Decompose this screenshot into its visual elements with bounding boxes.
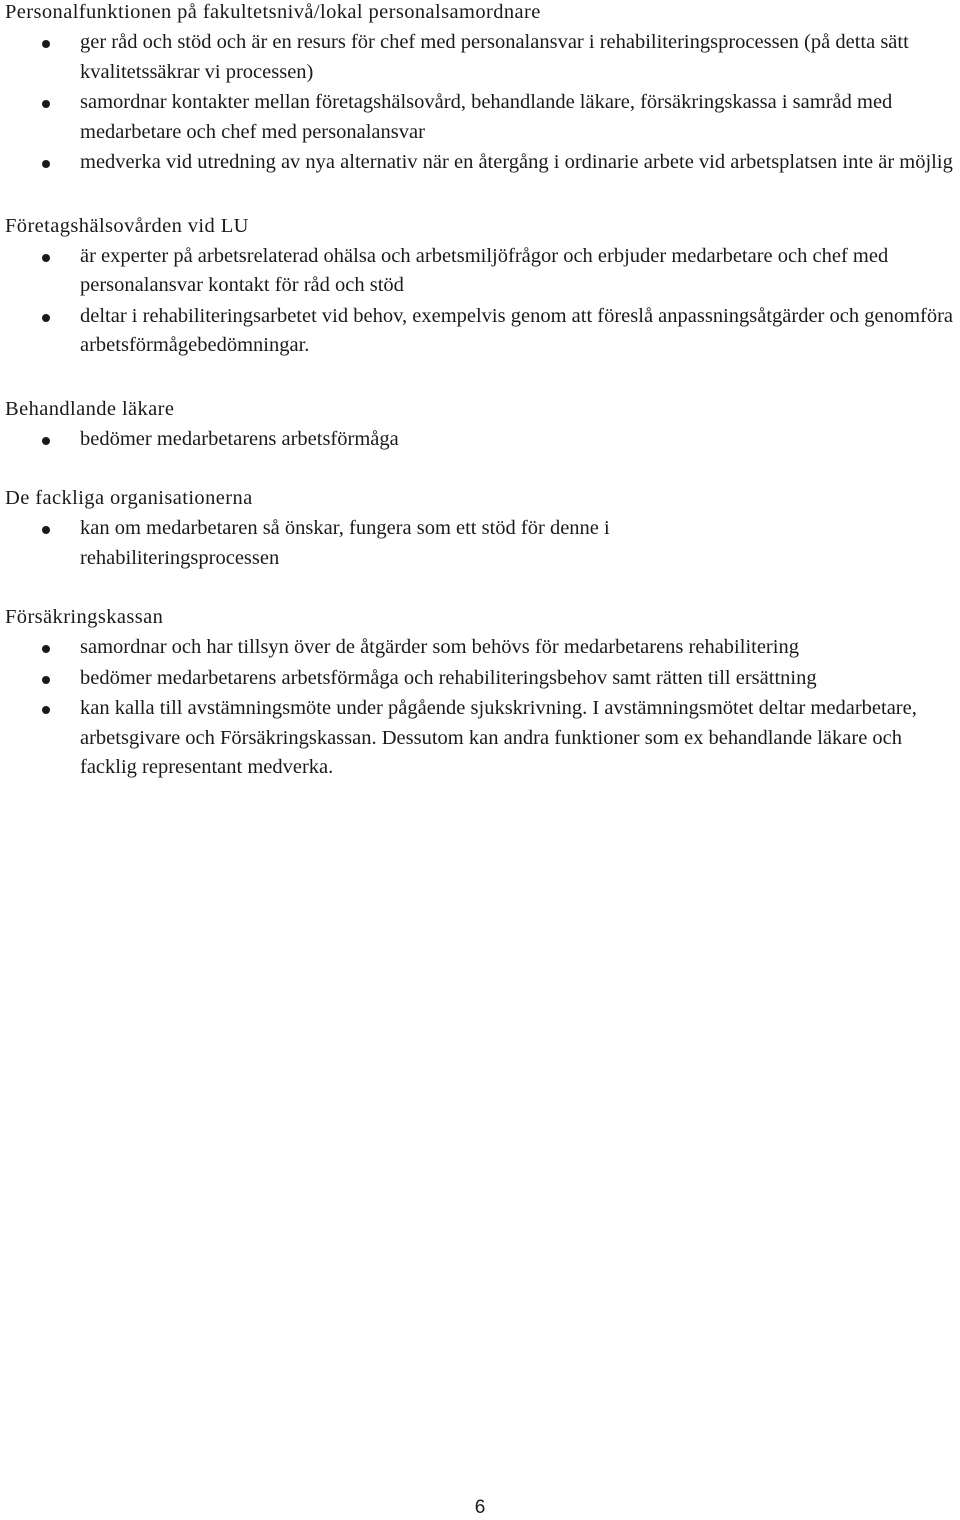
bullet-list — [5, 242, 955, 361]
list-item — [5, 425, 960, 455]
list-item — [5, 302, 960, 361]
bullet-icon — [42, 706, 50, 714]
bullet-list — [5, 28, 955, 178]
list-item — [5, 633, 900, 663]
section-forsakringskassan — [5, 605, 955, 783]
bullet-icon — [42, 100, 50, 108]
list-item-text: deltar i rehabiliteringsarbetet vid behov, exempelvis genom att föreslå anpassningsåtgärder och genomföra arbetsförmågebedömningar. — [80, 304, 954, 356]
section-heading: Försäkringskassan — [5, 606, 164, 628]
section-personalfunktionen — [5, 0, 955, 178]
list-item — [5, 514, 800, 573]
bullet-list — [5, 514, 955, 573]
list-item-text: kan om medarbetaren så önskar, fungera som ett stöd för denne i rehabiliteringsprocessen — [80, 517, 610, 569]
list-item-text: bedömer medarbetarens arbetsförmåga och rehabiliteringsbehov samt rätten till ersättning — [80, 666, 817, 689]
list-item-text: kan kalla till avstämningsmöte under pågående sjukskrivning. I avstämningsmötet deltar medarbetare, arbetsgivare och Försäkringskassan. Dessutom kan andra funktioner som ex behandlande läkare och facklig representant medverka. — [80, 697, 917, 778]
section-behandlande-lakare — [5, 397, 955, 455]
list-item-text: samordnar och har tillsyn över de åtgärder som behövs för medarbetarens rehabilitering — [80, 636, 799, 658]
bullet-icon — [42, 676, 50, 684]
section-heading: Personalfunktionen på fakultetsnivå/lokal personalsamordnare — [5, 1, 541, 23]
page-number: 6 — [474, 1497, 486, 1518]
section-heading: Behandlande läkare — [5, 397, 175, 420]
bullet-icon — [42, 437, 50, 445]
list-item-text: medverka vid utredning av nya alternativ när en återgång i ordinarie arbete vid arbetsplatsen inte är möjlig — [80, 151, 953, 173]
bullet-icon — [42, 160, 50, 168]
list-item-text: ger råd och stöd och är en resurs för chef med personalansvar i rehabiliteringsprocessen (på detta sätt kvalitetssäkrar vi processen) — [80, 31, 909, 83]
section-fackliga-organisationerna — [5, 486, 955, 573]
bullet-list — [5, 633, 955, 783]
bullet-icon — [42, 645, 50, 653]
list-item — [5, 148, 960, 178]
list-item — [5, 242, 960, 301]
bullet-list — [5, 425, 955, 455]
document-body — [5, 0, 955, 783]
bullet-icon — [42, 254, 50, 262]
list-item-text: bedömer medarbetarens arbetsförmåga — [80, 427, 399, 450]
section-heading: De fackliga organisationerna — [5, 487, 253, 509]
bullet-icon — [42, 40, 50, 48]
bullet-icon — [42, 314, 50, 322]
section-foretagshalsovarden — [5, 214, 955, 361]
list-item-text: är experter på arbetsrelaterad ohälsa och arbetsmiljöfrågor och erbjuder medarbetare och chef med personalansvar kontakt för råd och stöd — [80, 244, 889, 296]
list-item-text: samordnar kontakter mellan företagshälsovård, behandlande läkare, försäkringskassa i samråd med medarbetare och chef med personalansvar — [80, 91, 893, 143]
list-item — [5, 664, 915, 694]
list-item — [5, 694, 930, 783]
list-item — [5, 28, 920, 87]
section-heading: Företagshälsovården vid LU — [5, 214, 249, 237]
bullet-icon — [42, 526, 50, 534]
list-item — [5, 88, 960, 147]
